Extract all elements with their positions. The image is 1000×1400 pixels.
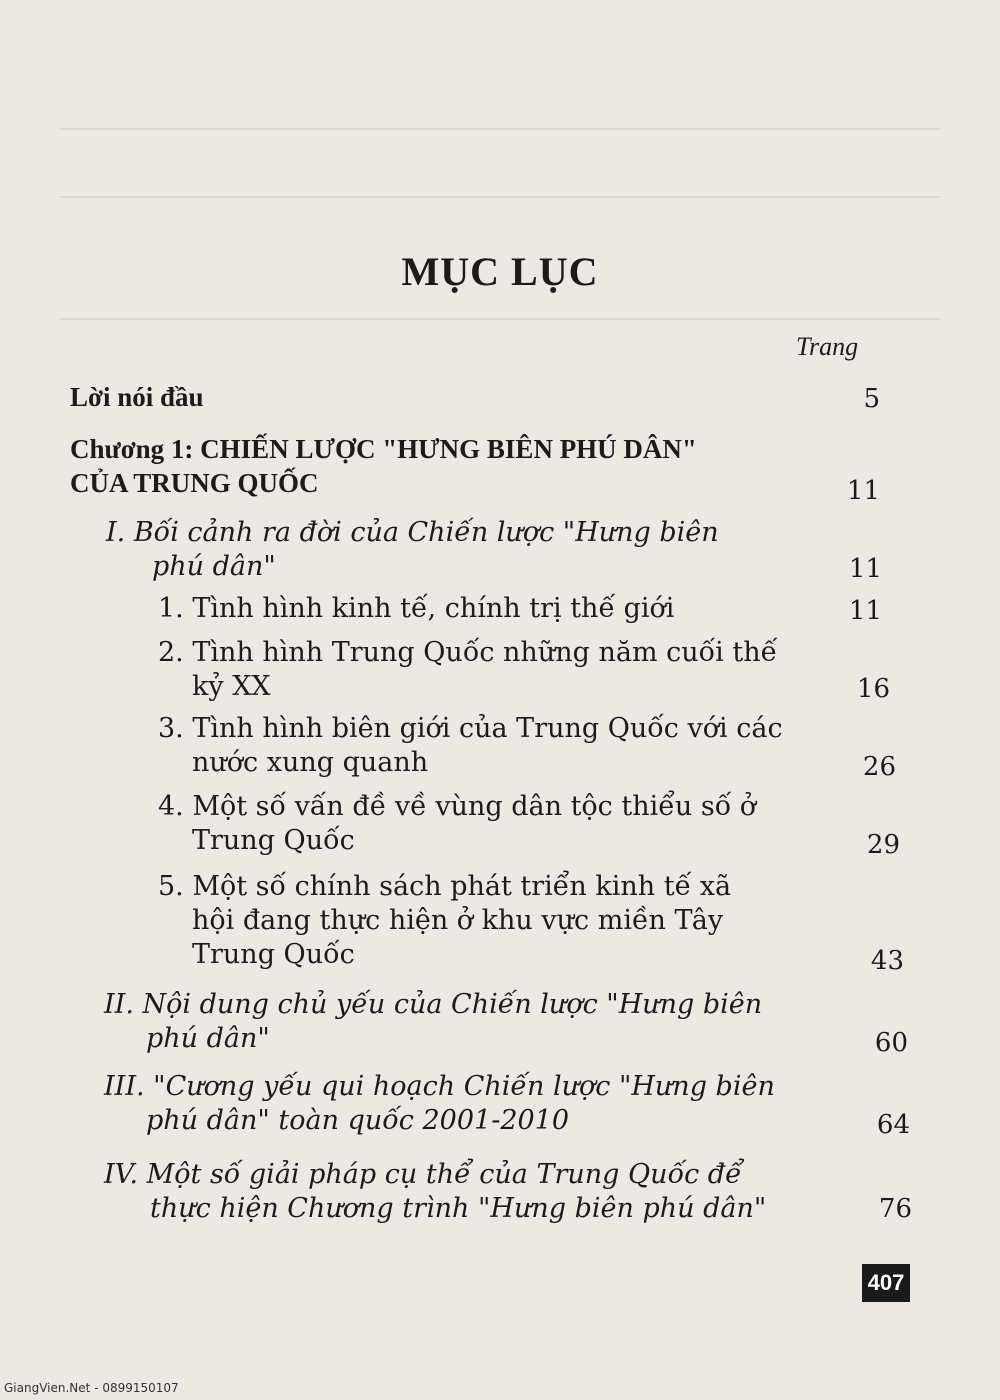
toc-entry-preface[interactable] — [70, 380, 204, 414]
toc-entry-line: 1. Tình hình kinh tế, chính trị thế giới — [158, 593, 675, 624]
toc-entry-line: hội đang thực hiện ở khu vực miền Tây — [192, 905, 724, 936]
page-number-badge: 407 — [862, 1264, 910, 1302]
toc-entry-line: kỷ XX — [192, 671, 271, 702]
toc-entry-line: 5. Một số chính sách phát triển kinh tế xã — [158, 871, 732, 902]
toc-entry-section-4[interactable] — [104, 1158, 766, 1226]
toc-page-number: 11 — [848, 596, 882, 626]
toc-entry-line: II. Nội dung chủ yếu của Chiến lược "Hưng biên — [104, 989, 763, 1020]
toc-entry-line: Chương 1: CHIẾN LƯỢC "HƯNG BIÊN PHÚ DÂN" — [70, 434, 697, 464]
toc-entry-line: I. Bối cảnh ra đời của Chiến lược "Hưng biên — [106, 517, 719, 548]
toc-entry-item-2[interactable] — [158, 636, 777, 704]
toc-page-number: 11 — [848, 554, 882, 584]
page-title: MỤC LỤC — [401, 249, 599, 294]
toc-entry-line: CỦA TRUNG QUỐC — [70, 468, 319, 498]
toc-page-number: 60 — [874, 1028, 908, 1058]
toc-entry-item-1[interactable] — [158, 592, 674, 626]
toc-page-number: 11 — [846, 476, 880, 506]
toc-entry-line: Trung Quốc — [192, 825, 355, 856]
toc-page-number: 26 — [862, 752, 896, 782]
toc-entry-line: phú dân" toàn quốc 2001-2010 — [146, 1105, 570, 1136]
toc-page-number: 43 — [870, 946, 904, 976]
toc-entry-line: 2. Tình hình Trung Quốc những năm cuối thế — [158, 637, 778, 668]
toc-page-number: 76 — [878, 1194, 912, 1224]
toc-entry-section-2[interactable] — [104, 988, 762, 1056]
toc-page-number: 64 — [876, 1110, 910, 1140]
toc-entry-chapter-1[interactable] — [70, 432, 697, 500]
toc-page-number: 5 — [863, 384, 880, 414]
watermark: GiangVien.Net - 0899150107 — [4, 1381, 179, 1395]
toc-entry-line: IV. Một số giải pháp cụ thể của Trung Quốc để — [104, 1159, 742, 1190]
toc-entry-line: 4. Một số vấn đề về vùng dân tộc thiểu số ở — [158, 791, 757, 822]
toc-page-number: 16 — [856, 674, 890, 704]
toc-entry-line: phú dân" — [152, 551, 276, 582]
toc-entry-line: thực hiện Chương trình "Hưng biên phú dân" — [150, 1193, 767, 1224]
toc-entry-line: Lời nói đầu — [70, 382, 204, 412]
toc-entry-line: nước xung quanh — [192, 747, 429, 778]
toc-entry-line: phú dân" — [146, 1023, 270, 1054]
toc-entry-section-1[interactable] — [106, 516, 719, 584]
toc-entry-section-3[interactable] — [104, 1070, 775, 1138]
toc-entry-item-4[interactable] — [158, 790, 756, 858]
toc-entry-line: III. "Cương yếu qui hoạch Chiến lược "Hưng biên — [104, 1071, 775, 1102]
page-column-label: Trang — [796, 332, 859, 361]
toc-entry-item-5[interactable] — [158, 870, 731, 972]
toc-page-number: 29 — [866, 830, 900, 860]
toc-entry-line: Trung Quốc — [192, 939, 355, 970]
toc-entry-line: 3. Tình hình biên giới của Trung Quốc với các — [158, 713, 783, 744]
toc-entry-item-3[interactable] — [158, 712, 783, 780]
